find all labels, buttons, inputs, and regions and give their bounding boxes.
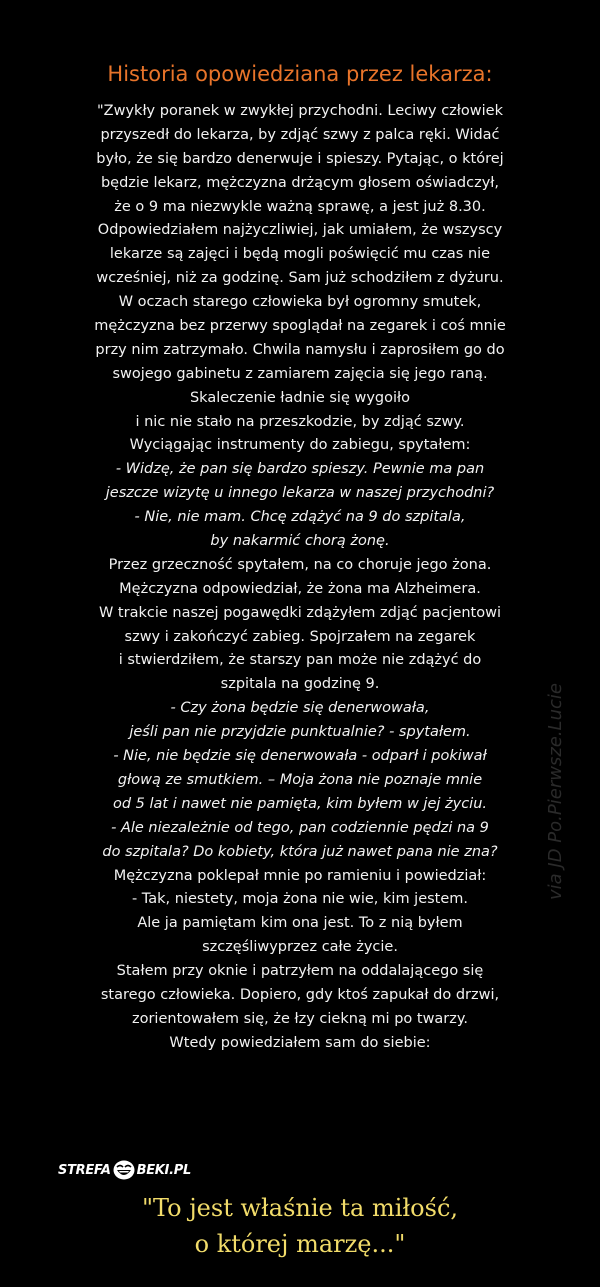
story-line: W oczach starego człowieka był ogromny smutek,: [118, 294, 482, 311]
story-line: Wtedy powiedziałem sam do siebie:: [169, 1034, 431, 1051]
story-line: mężczyzna bez przerwy spoglądał na zegarek i coś mnie: [94, 318, 506, 335]
logo-text-right: BEKI.PL: [136, 1162, 191, 1178]
story-line: - Nie, nie będzie się denerwowała - odparł i pokiwał: [113, 748, 487, 765]
quote-line: "To jest właśnie ta miłość,: [141, 1194, 459, 1222]
story-line: do szpitala? Do kobiety, która już nawet pana nie zna?: [102, 843, 498, 860]
laughing-face-icon: [112, 1159, 136, 1181]
story-line: Mężczyzna odpowiedział, że żona ma Alzheimera.: [119, 580, 481, 597]
story-line: przy nim zatrzymało. Chwila namysłu i zaprosiłem go do: [95, 341, 505, 358]
story-line: i stwierdziłem, że starszy pan może nie zdążyć do: [118, 652, 482, 669]
story-line: swojego gabinetu z zamiarem zajęcia się jego raną.: [112, 365, 488, 382]
story-line: - Czy żona będzie się denerwowała,: [170, 700, 430, 717]
story-line: - Ale niezależnie od tego, pan codziennie pędzi na 9: [111, 819, 489, 836]
story-line: od 5 lat i nawet nie pamięta, kim byłem w jej życiu.: [112, 795, 488, 812]
watermark: via JD Po.Pierwsze.Lucie: [545, 683, 566, 900]
story-line: głową ze smutkiem. – Moja żona nie poznaje mnie: [117, 771, 483, 788]
site-logo: [58, 1157, 191, 1183]
story-line: zorientowałem się, że łzy ciekną mi po twarzy.: [131, 1010, 469, 1027]
story-line: "Zwykły poranek w zwykłej przychodni. Leciwy człowiek: [97, 103, 503, 119]
story-line: - Nie, nie mam. Chcę zdążyć na 9 do szpitala,: [134, 509, 466, 526]
story-line: jeśli pan nie przyjdzie punktualnie? - spytałem.: [129, 724, 471, 741]
story-line: przyszedł do lekarza, by zdjąć szwy z palca ręki. Widać: [100, 126, 500, 143]
story-line: Przez grzeczność spytałem, na co choruje jego żona.: [108, 556, 492, 573]
story-line: starego człowieka. Dopiero, gdy ktoś zapukał do drzwi,: [100, 986, 500, 1003]
story-line: jeszcze wizytę u innego lekarza w naszej przychodni?: [105, 485, 495, 502]
story-line: lekarze są zajęci i będą mogli poświęcić mu czas nie: [109, 246, 491, 263]
story-line: było, że się bardzo denerwuje i spieszy. Pytając, o której: [96, 150, 504, 167]
story-line: szpitala na godzinę 9.: [220, 676, 380, 693]
story-line: Odpowiedziałem najżyczliwiej, jak umiałem, że wszyscy: [97, 222, 503, 239]
story-line: W trakcie naszej pogawędki zdążyłem zdjąć pacjentowi: [98, 604, 501, 621]
story-line: Skaleczenie ładnie się wygoiło: [189, 389, 411, 406]
quote-line: o której marzę...": [194, 1230, 406, 1258]
story-line: będzie lekarz, mężczyzna drżącym głosem oświadczył,: [100, 174, 500, 191]
story-line: że o 9 ma niezwykle ważną sprawę, a jest już 8.30.: [114, 198, 486, 215]
closing-quote: [0, 1190, 600, 1262]
story-line: - Tak, niestety, moja żona nie wie, kim jestem.: [131, 891, 469, 908]
story-line: i nic nie stało na przeszkodzie, by zdjąć szwy.: [135, 413, 465, 430]
story-line: - Widzę, że pan się bardzo spieszy. Pewnie ma pan: [115, 461, 485, 478]
story-line: Wyciągając instrumenty do zabiegu, spytałem:: [129, 437, 471, 454]
page-title: Historia opowiedziana przez lekarza:: [107, 62, 493, 86]
story-line: szwy i zakończyć zabieg. Spojrzałem na zegarek: [124, 628, 476, 645]
story-line: by nakarmić chorą żonę.: [210, 533, 390, 550]
story-line: Mężczyzna poklepał mnie po ramieniu i powiedział:: [113, 867, 487, 884]
logo-text-left: STREFA: [58, 1162, 111, 1178]
story-line: Ale ja pamiętam kim ona jest. To z nią byłem: [137, 915, 463, 932]
story-line: szczęśliwyprzez całe życie.: [202, 939, 398, 956]
story-line: wcześniej, niż za godzinę. Sam już schodziłem z dyżuru.: [96, 270, 504, 287]
story-text: [20, 100, 580, 1056]
story-line: Stałem przy oknie i patrzyłem na oddalającego się: [116, 963, 484, 980]
